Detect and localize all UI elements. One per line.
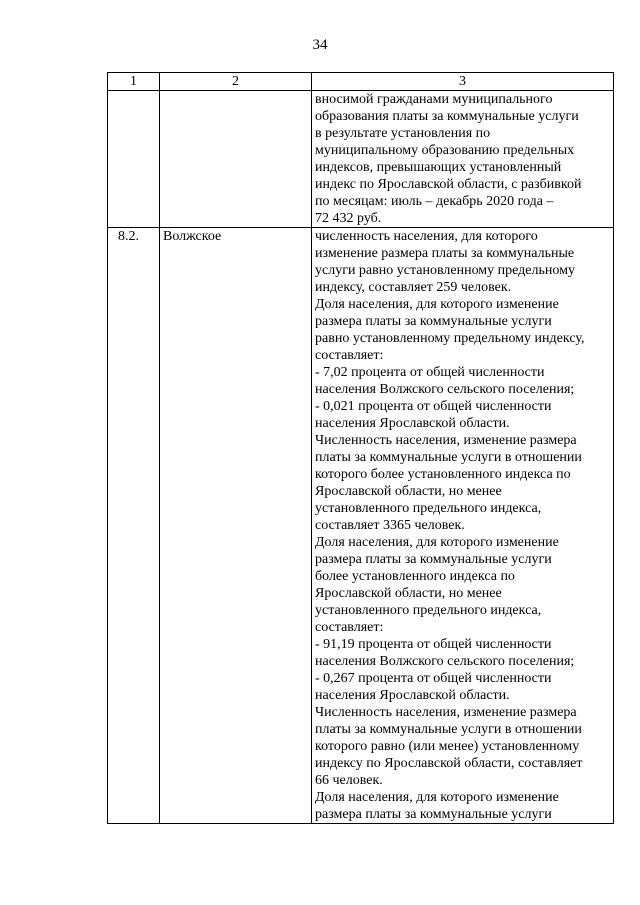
- row-number-cell: [108, 91, 160, 228]
- text-line: платы за коммунальные услуги в отношении: [315, 722, 582, 737]
- table-row: [108, 228, 614, 824]
- header-col-1: 1: [108, 73, 160, 91]
- text-line: Доля населения, для которого изменение: [315, 790, 559, 805]
- text-line: Численность населения, изменение размера: [315, 433, 577, 448]
- header-col-2: 2: [160, 73, 312, 91]
- text-line: Численность населения, изменение размера: [315, 705, 577, 720]
- text-line: индексу по Ярославской области, составляет: [315, 756, 583, 771]
- text-line: - 0,021 процента от общей численности: [315, 399, 552, 414]
- text-line: населения Ярославской области.: [315, 416, 510, 431]
- text-line: размера платы за коммунальные услуги: [315, 552, 552, 567]
- row-name-cell: Волжское: [160, 228, 312, 824]
- text-line: более установленного индекса по: [315, 569, 515, 584]
- text-line: населения Волжского сельского поселения;: [315, 654, 575, 669]
- row-number-cell: 8.2.: [108, 228, 160, 824]
- text-line: установленного предельного индекса,: [315, 501, 542, 516]
- text-line: образования платы за коммунальные услуги: [315, 109, 579, 124]
- text-line: Доля населения, для которого изменение: [315, 297, 559, 312]
- row-text-lines: [315, 228, 610, 823]
- text-line: - 7,02 процента от общей численности: [315, 365, 545, 380]
- row-name-cell: [160, 91, 312, 228]
- text-line: - 91,19 процента от общей численности: [315, 637, 552, 652]
- text-line: по месяцам: июль – декабрь 2020 года –: [315, 194, 554, 209]
- text-line: - 0,267 процента от общей численности: [315, 671, 552, 686]
- text-line: индексу, составляет 259 человек.: [315, 280, 512, 295]
- text-line: 66 человек.: [315, 773, 383, 788]
- text-line: Доля населения, для которого изменение: [315, 535, 559, 550]
- text-line: которого равно (или менее) установленному: [315, 739, 580, 754]
- text-line: в результате установления по: [315, 126, 491, 141]
- text-line: размера платы за коммунальные услуги: [315, 807, 552, 822]
- text-line: 72 432 руб.: [315, 211, 382, 226]
- text-line: населения Волжского сельского поселения;: [315, 382, 575, 397]
- text-line: населения Ярославской области.: [315, 688, 510, 703]
- row-text-cell: [312, 228, 614, 824]
- text-line: составляет:: [315, 620, 384, 635]
- text-line: равно установленному предельному индексу,: [315, 331, 585, 346]
- row-text-cell: [312, 91, 614, 228]
- text-line: изменение размера платы за коммунальные: [315, 246, 575, 261]
- header-col-3: 3: [312, 73, 614, 91]
- text-line: платы за коммунальные услуги в отношении: [315, 450, 582, 465]
- text-line: установленного предельного индекса,: [315, 603, 542, 618]
- text-line: индекс по Ярославской области, с разбивкой: [315, 177, 582, 192]
- text-line: которого более установленного индекса по: [315, 467, 571, 482]
- text-line: составляет 3365 человек.: [315, 518, 465, 533]
- text-line: составляет:: [315, 348, 384, 363]
- text-line: муниципальному образованию предельных: [315, 143, 575, 158]
- page-number: 34: [312, 37, 328, 53]
- text-line: индексов, превышающих установленный: [315, 160, 562, 175]
- text-line: размера платы за коммунальные услуги: [315, 314, 552, 329]
- data-table: [107, 72, 614, 824]
- text-line: вносимой гражданами муниципального: [315, 92, 553, 107]
- text-line: Ярославской области, но менее: [315, 484, 502, 499]
- text-line: Ярославской области, но менее: [315, 586, 502, 601]
- text-line: услуги равно установленному предельному: [315, 263, 575, 278]
- row-text-lines: [315, 91, 610, 227]
- text-line: численность населения, для которого: [315, 229, 538, 244]
- table-row: [108, 91, 614, 228]
- table-header-row: [108, 73, 614, 91]
